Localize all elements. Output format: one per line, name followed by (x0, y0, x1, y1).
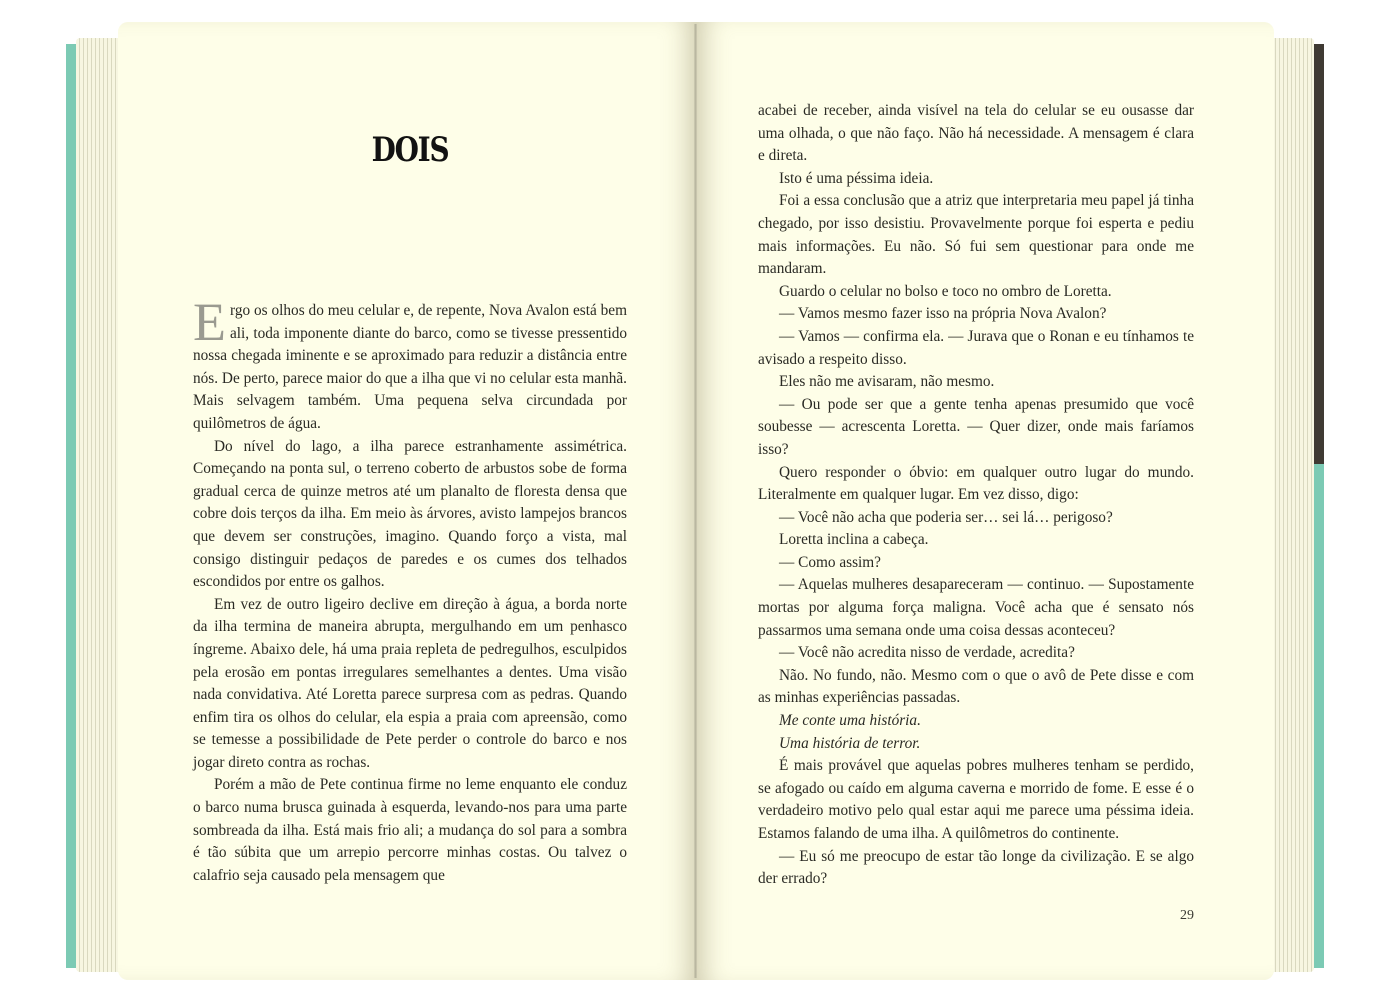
paragraph: Uma história de terror. (779, 734, 921, 752)
paragraph: — Vamos mesmo fazer isso na própria Nova Avalon? (779, 305, 1107, 323)
paragraph: Foi a essa conclusão que a atriz que interpretaria meu papel já tinha chegado, por isso desistiu. Provavelmente porque foi esperta e pediu mais informações. Eu não. Só fui sem questionar para onde me mandaram. (758, 192, 1194, 278)
paragraph: Me conte uma história. (779, 712, 921, 730)
page-stack-left (76, 38, 122, 972)
paragraph: Porém a mão de Pete continua firme no leme enquanto ele conduz o barco numa brusca guinada à esquerda, levando-nos para uma parte sombreada da ilha. Está mais frio ali; a mudança do sol para a sombra é tão súbita que um arrepio percorre minhas costas. Ou talvez o calafrio seja causado pela mensagem que (193, 776, 627, 884)
book-cover-left-edge (66, 44, 76, 968)
paragraph: Eles não me avisaram, não mesmo. (779, 373, 995, 391)
paragraph: É mais provável que aquelas pobres mulheres tenham se perdido, se afogado ou caído em alguma caverna e morrido de fome. E esse é o verdadeiro motivo pelo qual estar aqui me parece uma péssima ideia. Estamos falando de uma ilha. A quilômetros do continente. (758, 757, 1194, 842)
paragraph: Não. No fundo, não. Mesmo com o que o avô de Pete disse e com as minhas experiências passadas. (758, 666, 1194, 707)
book-cover-right-dark-band (1314, 44, 1324, 464)
page-number: 29 (1180, 908, 1194, 923)
book-gutter (694, 24, 697, 978)
paragraph-text: rgo os olhos do meu celular e, de repente, Nova Avalon está bem ali, toda imponente diante do barco, como se tivesse pressentido nossa chegada iminente e se aproximado para reduzir a distância entre nós. De perto, parece maior do que a ilha que vi no celular esta manhã. Mais selvagem também. Uma pequena selva circundada por quilômetros de água. (193, 302, 627, 432)
paragraph: Quero responder o óbvio: em qualquer outro lugar do mundo. Literalmente em qualquer lugar. Em vez disso, digo: (758, 463, 1194, 504)
dropcap: E (193, 292, 226, 352)
left-page-text (193, 292, 627, 887)
paragraph: Guardo o celular no bolso e toco no ombro de Loretta. (779, 282, 1112, 300)
paragraph: acabei de receber, ainda visível na tela do celular se eu ousasse dar uma olhada, o que não faço. Não há necessidade. A mensagem é clara e direta. (758, 102, 1194, 165)
paragraph: Em vez de outro ligeiro declive em direção à água, a borda norte da ilha termina de maneira abrupta, mergulhando em um penhasco íngreme. Abaixo dele, há uma praia repleta de pedregulhos, esculpidos pela erosão em pontas irregulares semelhantes a dentes. Uma visão nada convidativa. Até Loretta parece surpresa com as pedras. Quando enfim tira os olhos do celular, ela espia a praia com apreensão, como se temesse a possibilidade de Pete perder o controle do barco e nos jogar direto contra as rochas. (193, 595, 627, 771)
paragraph: Do nível do lago, a ilha parece estranhamente assimétrica. Começando na ponta sul, o terreno coberto de arbustos sobe de forma gradual cerca de quinze metros até um planalto de floresta densa que cobre dois terços da ilha. Em meio às árvores, avisto lampejos brancos que devem ser construções, imagino. Quando forço a vista, mal consigo distinguir pedaços de paredes e os cumes dos telhados escondidos por entre os galhos. (193, 437, 627, 591)
paragraph (193, 292, 627, 436)
paragraph: — Ou pode ser que a gente tenha apenas presumido que você soubesse — acrescenta Loretta. — Quer dizer, onde mais faríamos isso? (758, 395, 1194, 458)
right-page-text (758, 100, 1194, 891)
paragraph: — Aquelas mulheres desapareceram — continuo. — Supostamente mortas por alguma força maligna. Você acha que é sensato nós passarmos uma semana onde uma coisa dessas aconteceu? (758, 576, 1194, 639)
paragraph: — Como assim? (779, 553, 881, 571)
paragraph: — Você não acredita nisso de verdade, acredita? (779, 644, 1075, 662)
chapter-title: DOIS (371, 130, 449, 170)
paragraph: Loretta inclina a cabeça. (779, 531, 929, 549)
page-stack-right (1268, 38, 1314, 972)
paragraph: — Eu só me preocupo de estar tão longe da civilização. E se algo der errado? (758, 847, 1194, 888)
paragraph: — Vamos — confirma ela. — Jurava que o Ronan e eu tínhamos te avisado a respeito disso. (758, 327, 1194, 368)
paragraph: — Você não acha que poderia ser… sei lá… perigoso? (779, 508, 1113, 526)
paragraph: Isto é uma péssima ideia. (779, 169, 934, 187)
